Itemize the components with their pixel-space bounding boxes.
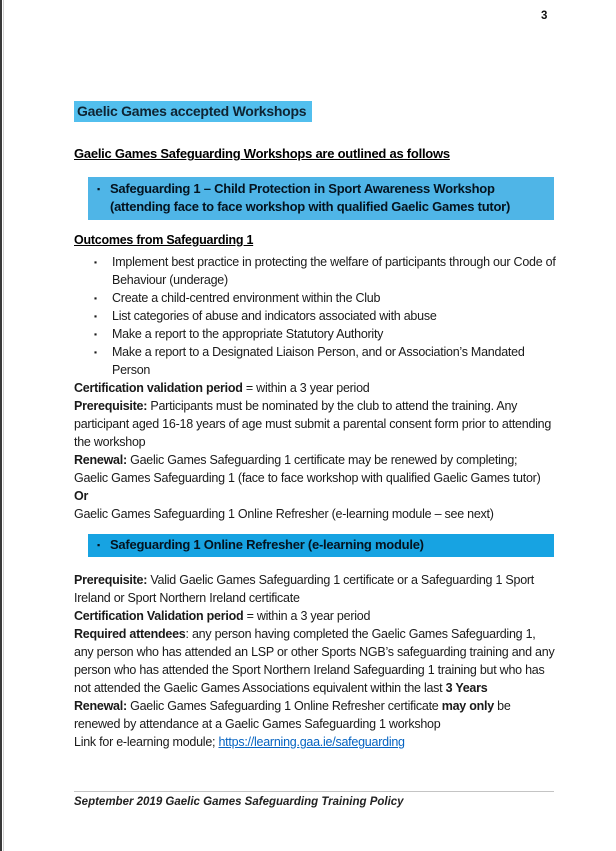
main-heading-highlight: Gaelic Games accepted Workshops bbox=[74, 101, 312, 122]
page-left-edge-shadow bbox=[3, 0, 4, 851]
renewal-2-text-2: be renewed by attendance at a Gaelic Games Safeguarding 1 workshop bbox=[74, 699, 511, 731]
banner-online-refresher-text: Safeguarding 1 Online Refresher (e-learning module) bbox=[110, 537, 424, 552]
prerequisite-2-text: Valid Gaelic Games Safeguarding 1 certificate or a Safeguarding 1 Sport Ireland or Sport Northern Ireland certificate bbox=[74, 573, 535, 605]
cert-validation-line bbox=[74, 379, 556, 397]
renewal-label: Renewal: bbox=[74, 453, 127, 467]
list-item-text: Make a report to the appropriate Statutory Authority bbox=[112, 327, 384, 341]
prerequisite-label: Prerequisite: bbox=[74, 399, 148, 413]
sub-heading: Gaelic Games Safeguarding Workshops are outlined as follows bbox=[74, 146, 450, 161]
renewal-2-text-1: Gaelic Games Safeguarding 1 Online Refresher certificate bbox=[126, 699, 442, 713]
bullet-icon: ▪ bbox=[97, 540, 100, 550]
main-heading bbox=[74, 101, 556, 122]
bullet-icon: ▪ bbox=[94, 347, 97, 357]
elearning-link[interactable]: https://learning.gaa.ie/safeguarding bbox=[218, 735, 405, 749]
outcomes-heading: Outcomes from Safeguarding 1 bbox=[74, 233, 254, 247]
renewal-2-bold: may only bbox=[441, 699, 494, 713]
cert-validation-2-label: Certification Validation period bbox=[74, 609, 244, 623]
bullet-icon: ▪ bbox=[94, 311, 97, 321]
bullet-icon: ▪ bbox=[94, 329, 97, 339]
renewal-text: Gaelic Games Safeguarding 1 certificate may be renewed by completing; bbox=[126, 453, 518, 467]
banner-safeguarding-1-workshop bbox=[88, 177, 554, 220]
renewal-option-2: Gaelic Games Safeguarding 1 Online Refresher (e-learning module – see next) bbox=[74, 507, 494, 521]
banner-online-refresher bbox=[88, 534, 554, 557]
prerequisite-2-paragraph bbox=[74, 571, 556, 607]
bullet-icon: ▪ bbox=[97, 184, 100, 194]
page-content bbox=[74, 101, 556, 751]
cert-validation-2-value: = within a 3 year period bbox=[243, 609, 371, 623]
list-item bbox=[74, 343, 556, 379]
required-attendees-text: : any person having completed the Gaelic Games Safeguarding 1, any person who has attended an LSP or other Sports NGB’s safeguarding training and any person who has attended the Sport Northern Ireland Safeguarding 1 training but who has not attended the Gaelic Games Associations equivalent within the last bbox=[74, 627, 555, 695]
outcomes-list bbox=[74, 253, 556, 379]
renewal-2-label: Renewal: bbox=[74, 699, 127, 713]
prerequisite-text: Participants must be nominated by the club to attend the training. Any participant aged 16-18 years of age must submit a parental consent form prior to attending the workshop bbox=[74, 399, 552, 449]
list-item-text: List categories of abuse and indicators associated with abuse bbox=[112, 309, 437, 323]
elearning-link-line bbox=[74, 733, 556, 751]
page-left-edge bbox=[0, 0, 2, 851]
list-item-text: Implement best practice in protecting the welfare of participants through our Code of Behaviour (underage) bbox=[112, 255, 556, 287]
prerequisite-2-label: Prerequisite: bbox=[74, 573, 148, 587]
renewal-2-paragraph bbox=[74, 697, 556, 733]
list-item bbox=[74, 307, 556, 325]
renewal-option-1: Gaelic Games Safeguarding 1 (face to face workshop with qualified Gaelic Games tutor) bbox=[74, 471, 541, 485]
list-item bbox=[74, 325, 556, 343]
page-number: 3 bbox=[541, 10, 548, 22]
list-item-text: Make a report to a Designated Liaison Person, and or Association’s Mandated Person bbox=[112, 345, 525, 377]
bullet-icon: ▪ bbox=[94, 257, 97, 267]
cert-validation-value: = within a 3 year period bbox=[242, 381, 370, 395]
footer-text: September 2019 Gaelic Games Safeguarding Training Policy bbox=[74, 796, 404, 808]
renewal-paragraph bbox=[74, 451, 556, 469]
cert-validation-label: Certification validation period bbox=[74, 381, 243, 395]
required-attendees-bold: 3 Years bbox=[445, 681, 488, 695]
required-attendees-paragraph bbox=[74, 625, 556, 697]
elearning-link-label: Link for e-learning module; bbox=[74, 735, 219, 749]
online-refresher-details bbox=[74, 571, 556, 733]
list-item bbox=[74, 253, 556, 289]
list-item-text: Create a child-centred environment within the Club bbox=[112, 291, 381, 305]
or-separator: Or bbox=[74, 489, 89, 503]
bullet-icon: ▪ bbox=[94, 293, 97, 303]
list-item bbox=[74, 289, 556, 307]
banner-safeguarding-1-text: Safeguarding 1 – Child Protection in Sport Awareness Workshop (attending face to face workshop with qualified Gaelic Games tutor) bbox=[110, 181, 511, 214]
cert-validation-2-line bbox=[74, 607, 556, 625]
prerequisite-paragraph bbox=[74, 397, 556, 451]
footer-divider bbox=[74, 791, 554, 792]
required-attendees-label: Required attendees bbox=[74, 627, 186, 641]
